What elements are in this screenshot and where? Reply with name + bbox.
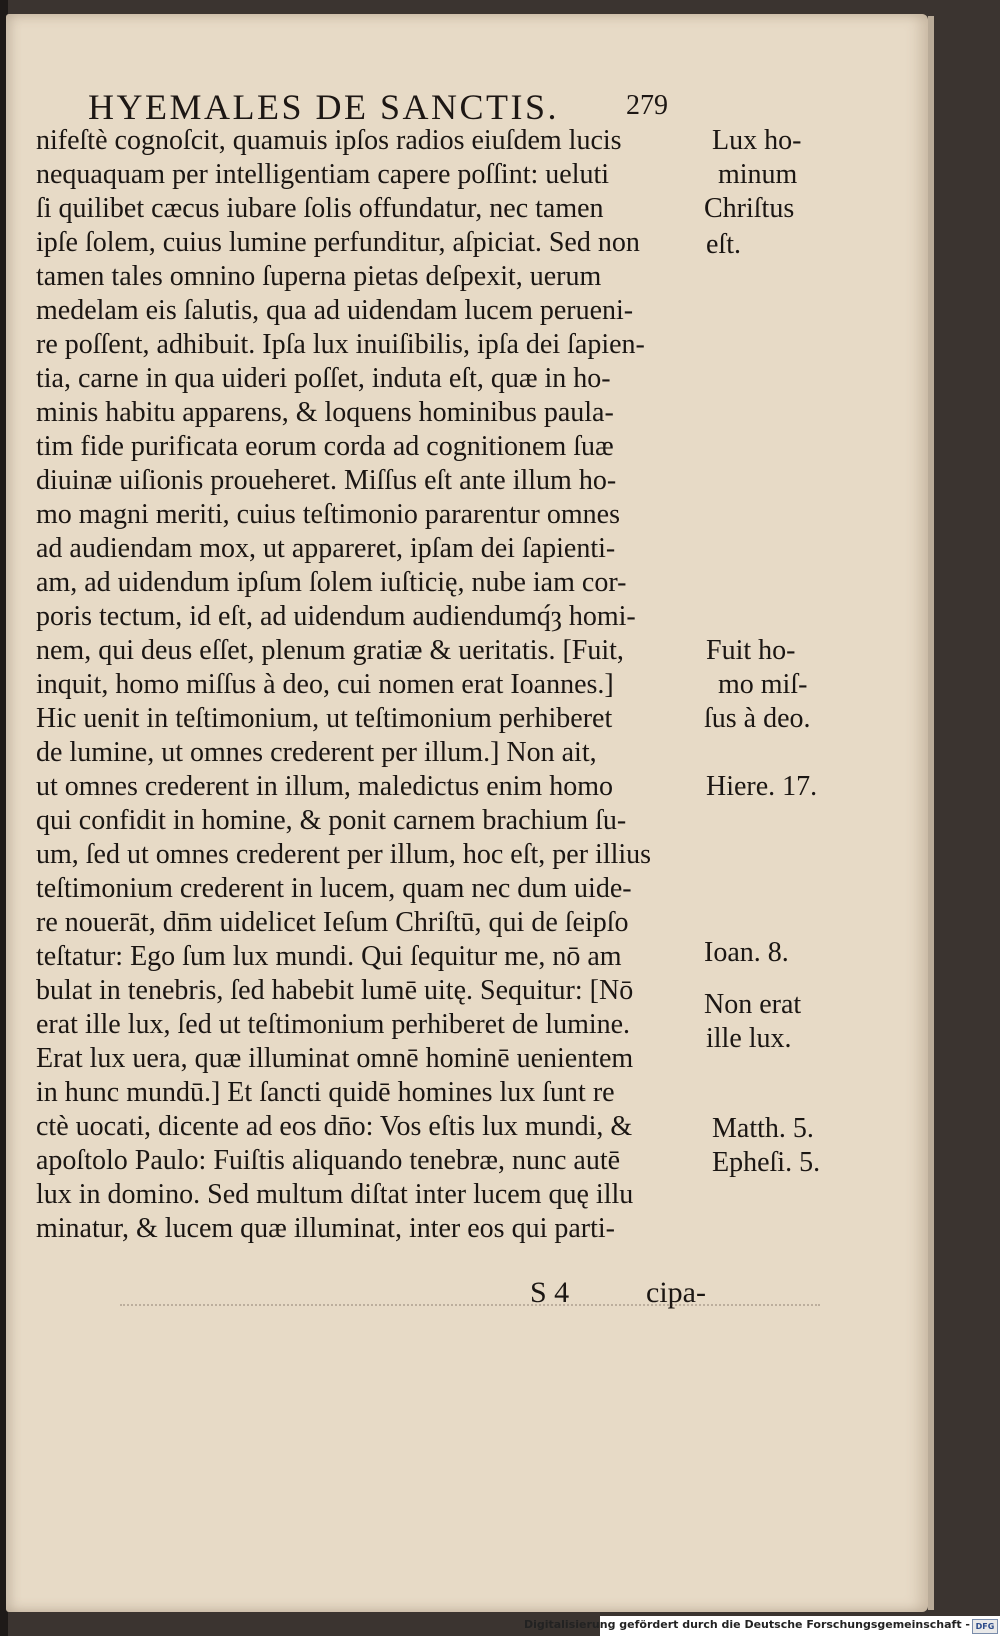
- text-line: teſtimonium crederent in lucem, quam nec dum uide-: [36, 873, 632, 904]
- text-line: Erat lux uera, quæ illuminat omnē hominē uenientem: [36, 1043, 634, 1074]
- text-line: de lumine, ut omnes crederent per illum.] Non ait,: [36, 737, 597, 768]
- text-line: lux in domino. Sed multum diſtat inter lucem quę illu: [36, 1179, 634, 1210]
- signature-mark: S 4: [530, 1276, 570, 1309]
- margin-note: Chriſtus: [704, 193, 795, 224]
- text-line: erat ille lux, ſed ut teſtimonium perhiberet de lumine.: [36, 1009, 631, 1040]
- text-line: ſi quilibet cæcus iubare ſolis offundatur, nec tamen: [36, 193, 604, 224]
- text-line: inquit, homo miſſus à deo, cui nomen erat Ioannes.]: [36, 669, 614, 700]
- text-line: am, ad uidendum ipſum ſolem iuſticię, nube iam cor-: [36, 567, 627, 598]
- margin-note: eſt.: [706, 229, 741, 260]
- text-line: um, ſed ut omnes crederent per illum, hoc eſt, per illius: [36, 839, 652, 870]
- text-line: minatur, & lucem quæ illuminat, inter eos qui parti-: [36, 1213, 615, 1244]
- margin-note: Fuit ho-: [706, 635, 796, 666]
- running-head: HYEMALES DE SANCTIS.: [88, 87, 560, 127]
- text-line: tamen tales omnino ſuperna pietas deſpexit, uerum: [36, 261, 602, 292]
- text-line: in hunc mundū.] Et ſancti quidē homines lux ſunt re: [36, 1077, 615, 1108]
- text-line: diuinæ uiſionis proueheret. Miſſus eſt ante illum ho-: [36, 465, 617, 496]
- margin-note: Ioan. 8.: [704, 937, 789, 968]
- text-line: qui confidit in homine, & ponit carnem brachium ſu-: [36, 805, 627, 836]
- text-line: nequaquam per intelligentiam capere poſſint: ueluti: [36, 159, 610, 190]
- text-line: minis habitu apparens, & loquens hominibus paula-: [36, 397, 614, 428]
- text-line: ut omnes crederent in illum, maledictus enim homo: [36, 771, 613, 802]
- text-line: medelam eis ſalutis, qua ad uidendam lucem perueni-: [36, 295, 634, 326]
- text-line: tim fide purificata eorum corda ad cognitionem ſuæ: [36, 431, 614, 462]
- margin-note: Epheſi. 5.: [712, 1147, 821, 1178]
- text-line: mo magni meriti, cuius teſtimonio pararentur omnes: [36, 499, 620, 530]
- text-line: tia, carne in qua uideri poſſet, induta eſt, quæ in ho-: [36, 363, 611, 394]
- text-line: bulat in tenebris, ſed habebit lumē uitę. Sequitur: [Nō: [36, 975, 634, 1006]
- text-line: apoſtolo Paulo: Fuiſtis aliquando tenebræ, nunc autē: [36, 1145, 621, 1176]
- digitization-credit-bar: [523, 1616, 1000, 1636]
- text-line: nifeſtè cognoſcit, quamuis ipſos radios eiuſdem lucis: [36, 125, 622, 156]
- page-foot: [530, 1276, 730, 1316]
- margin-note: ſus à deo.: [704, 703, 811, 734]
- dfg-logo-icon: DFG: [972, 1619, 998, 1634]
- text-line: ad audiendam mox, ut appareret, ipſam dei ſapienti-: [36, 533, 616, 564]
- text-line: ctè uocati, dicente ad eos dn̄o: Vos eſtis lux mundi, &: [36, 1111, 633, 1142]
- margin-note: Hiere. 17.: [706, 771, 818, 802]
- text-line: re nouerāt, dn̄m uidelicet Ieſum Chriſtū, qui de ſeipſo: [36, 907, 629, 938]
- digitization-credit: Digitalisierung gefördert durch die Deutsche Forschungsgemeinschaft -: [523, 1618, 970, 1631]
- text-line: nem, qui deus eſſet, plenum gratiæ & ueritatis. [Fuit,: [36, 635, 624, 666]
- text-line: Hic uenit in teſtimonium, ut teſtimonium perhiberet: [36, 703, 613, 734]
- page-number: 279: [626, 90, 668, 121]
- text-line: re poſſent, adhibuit. Ipſa lux inuiſibilis, ipſa dei ſapien-: [36, 329, 645, 360]
- margin-note: Matth. 5.: [712, 1113, 814, 1144]
- margin-note: Lux ho-: [712, 125, 802, 156]
- page-fore-edge: [928, 16, 934, 1610]
- margin-note: ille lux.: [706, 1023, 792, 1054]
- catchword: cipa-: [646, 1276, 706, 1309]
- margin-note: mo miſ-: [718, 669, 808, 700]
- text-line: teſtatur: Ego ſum lux mundi. Qui ſequitur me, nō am: [36, 941, 622, 972]
- text-line: ipſe ſolem, cuius lumine perfunditur, aſpiciat. Sed non: [36, 227, 640, 258]
- margin-note: Non erat: [704, 989, 802, 1020]
- bleed-through-dots: [120, 1304, 820, 1306]
- text-line: poris tectum, id eſt, ad uidendum audiendumq́ȝ homi-: [36, 601, 636, 632]
- margin-note: minum: [718, 159, 798, 190]
